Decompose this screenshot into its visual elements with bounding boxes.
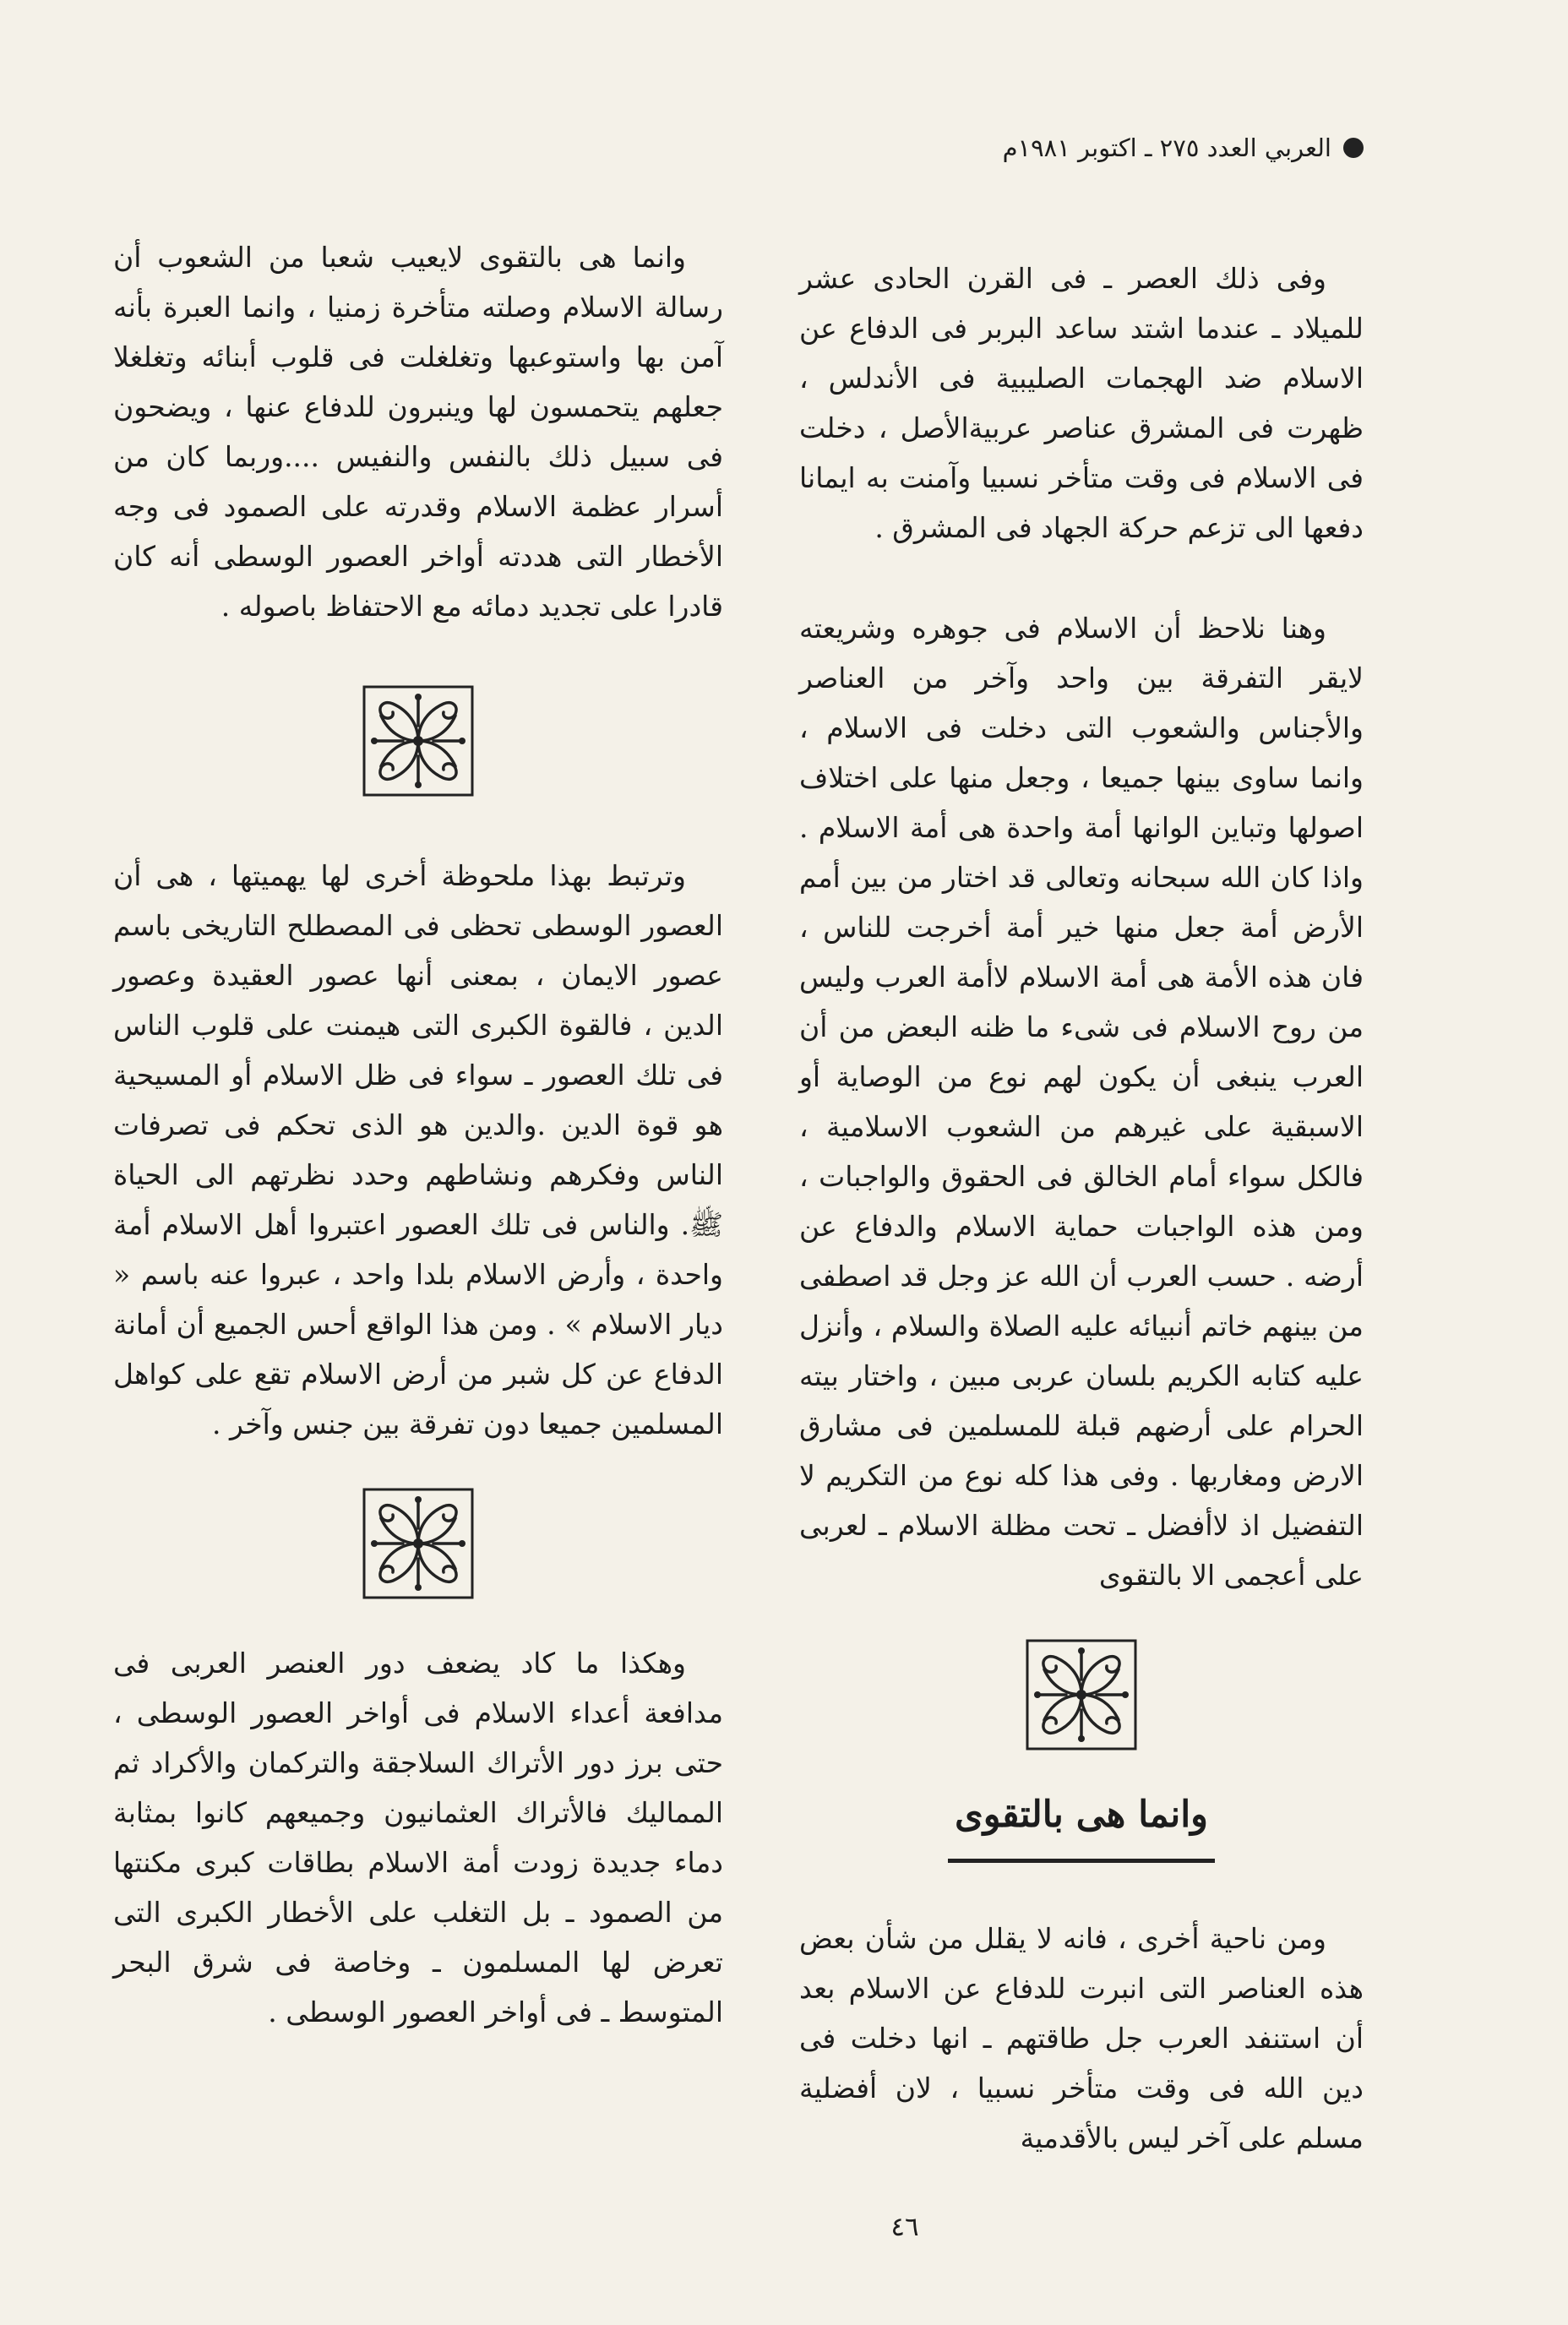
- left-paragraph-1: وانما هى بالتقوى لايعيب شعبا من الشعوب أن رسالة الاسلام وصلته متأخرة زمنيا ، وانما العبرة بأنه آمن بها واستوعبها وتغلغلت فى قلوب أبنائه وتغلغلا جعلهم يتحمسون لها وينبرون للدفاع عنها ، ويضحون فى سبيل ذلك بالنفس والنفيس ....وربما كان من أسرار عظمة الاسلام وقدرته على الصمود فى وجه الأخطار التى هددته أواخر العصور الوسطى أنه كان قادرا على تجديد دمائه مع الاحتفاظ باصوله .: [113, 241, 723, 623]
- right-column: [799, 253, 1364, 2163]
- right-paragraph-3: ومن ناحية أخرى ، فانه لا يقلل من شأن بعض هذه العناصر التى انبرت للدفاع عن الاسلام بعد أن استنفد العرب جل طاقتهم ـ انها دخلت فى دين الله فى وقت متأخر نسبيا ، لان أفضلية مسلم على آخر ليس بالأقدمية: [799, 1922, 1364, 2154]
- page-number: ٤٦: [890, 2212, 919, 2242]
- floral-ornament-icon: [359, 682, 477, 800]
- header-text: العربي العدد ٢٧٥ ـ اكتوبر ١٩٨١م: [1002, 133, 1331, 162]
- section-heading: وانما هى بالتقوى: [955, 1794, 1208, 1836]
- left-paragraph-2: وترتبط بهذا ملحوظة أخرى لها يهميتها ، هى أن العصور الوسطى تحظى فى المصطلح التاريخى باسم عصور الايمان ، بمعنى أنها عصور العقيدة وعصور الدين ، فالقوة الكبرى التى هيمنت على قلوب الناس فى تلك العصور ـ سواء فى ظل الاسلام أو المسيحية هو قوة الدين .والدين هو الذى تحكم فى تصرفات الناس وفكرهم ونشاطهم وحدد نظرتهم الى الحياة ﷺ. والناس فى تلك العصور اعتبروا أهل الاسلام أمة واحدة ، وأرض الاسلام بلدا واحد ، عبروا عنه باسم « ديار الاسلام » . ومن هذا الواقع أحس الجميع أن أمانة الدفاع عن كل شبر من أرض الاسلام تقع على كواهل المسلمين جميعا دون تفرقة بين جنس وآخر .: [113, 859, 723, 1440]
- page-header: [1003, 133, 1364, 162]
- bullet-dot-icon: [1343, 138, 1364, 158]
- ornament-left-bottom: [113, 1484, 723, 1603]
- ornament-left-top: [113, 682, 723, 800]
- ornament-right: [799, 1636, 1364, 1754]
- floral-ornament-icon: [359, 1484, 477, 1603]
- right-paragraph-1: وفى ذلك العصر ـ فى القرن الحادى عشر للميلاد ـ عندما اشتد ساعد البربر فى الدفاع عن الاسلام ضد الهجمات الصليبية فى الأندلس ، ظهرت فى المشرق عناصر عربيةالأصل ، دخلت فى الاسلام فى وقت متأخر نسبيا وآمنت به ايمانا دفعها الى تزعم حركة الجهاد فى المشرق .: [799, 262, 1364, 544]
- right-paragraph-2: وهنا نلاحظ أن الاسلام فى جوهره وشريعته لايقر التفرقة بين واحد وآخر من العناصر والأجناس والشعوب التى دخلت فى الاسلام ، وانما ساوى بينها جميعا ، وجعل منها على اختلاف اصولها وتباين الوانها أمة واحدة هى أمة الاسلام . واذا كان الله سبحانه وتعالى قد اختار من بين أمم الأرض أمة جعل منها خير أمة أخرجت للناس ، فان هذه الأمة هى أمة الاسلام لاأمة العرب وليس من روح الاسلام فى شىء ما ظنه البعض من أن العرب ينبغى أن يكون لهم نوع من الوصاية أو الاسبقية على غيرهم من الشعوب الاسلامية ، فالكل سواء أمام الخالق فى الحقوق والواجبات ، ومن هذه الواجبات حماية الاسلام والدفاع عن أرضه . حسب العرب أن الله عز وجل قد اصطفى من بينهم خاتم أنبيائه عليه الصلاة والسلام ، وأنزل عليه كتابه الكريم بلسان عربى مبين ، واختار بيته الحرام على أرضهم قبلة للمسلمين فى مشارق الارض ومغاربها . وفى هذا كله نوع من التكريم لا التفضيل اذ لاأفضل ـ تحت مظلة الاسلام ـ لعربى على أعجمى الا بالتقوى: [799, 612, 1364, 1592]
- left-paragraph-3: وهكذا ما كاد يضعف دور العنصر العربى فى مدافعة أعداء الاسلام فى أواخر العصور الوسطى ، حتى برز دور الأتراك السلاجقة والتركمان والأكراد ثم المماليك فالأتراك العثمانيون وجميعهم كانوا بمثابة دماء جديدة زودت أمة الاسلام بطاقات كبرى مكنتها من الصمود ـ بل التغلب على الأخطار الكبرى التى تعرض لها المسلمون ـ وخاصة فى شرق البحر المتوسط ـ فى أواخر العصور الوسطى .: [113, 1647, 723, 2028]
- left-column: [113, 232, 723, 2037]
- floral-ornament-icon: [1022, 1636, 1141, 1754]
